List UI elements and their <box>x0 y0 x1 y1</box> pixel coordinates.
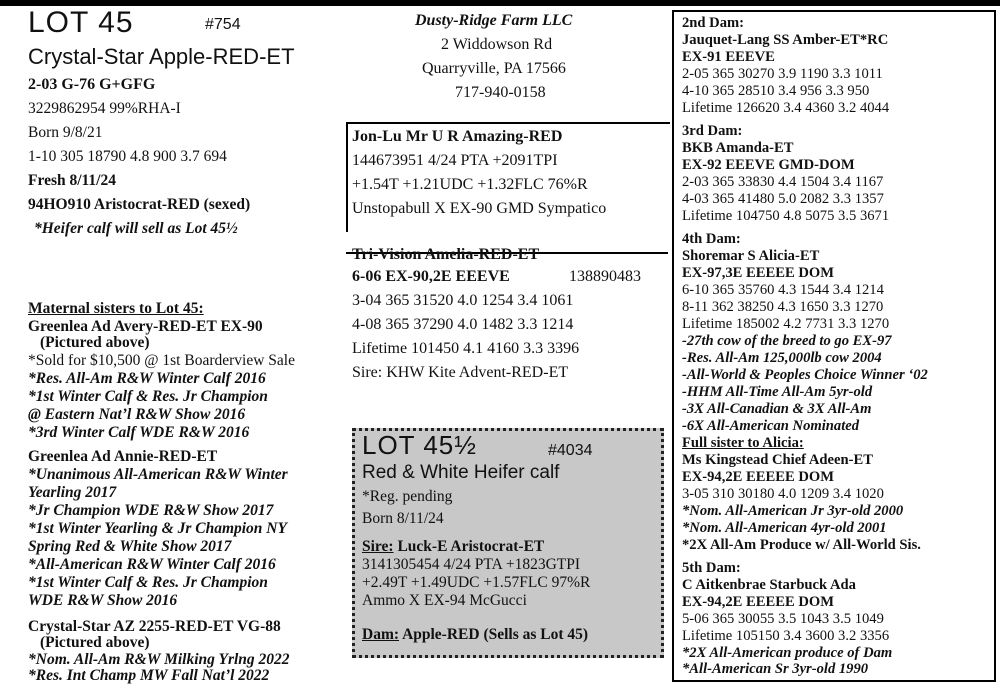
dam-registration: 138890483 <box>569 268 641 285</box>
dam-lifetime: Lifetime 101450 4.1 4160 3.3 3396 <box>352 340 580 357</box>
dam-5-score: EX-94,2E EEEEE DOM <box>682 594 835 610</box>
full-sister-name: Ms Kingstead Chief Adeen-ET <box>682 452 873 468</box>
sister-3-note: *Nom. All-Am R&W Milking Yrlng 2022 <box>28 651 290 668</box>
full-sister-note: *Nom. All-American Jr 3yr-old 2000 <box>682 503 904 519</box>
dam-3-header: 3rd Dam: <box>682 123 743 139</box>
sister-2-note: WDE R&W Show 2016 <box>28 592 178 609</box>
cow-record: 1-10 305 18790 4.8 900 3.7 694 <box>28 148 227 165</box>
dam-5-header: 5th Dam: <box>682 560 741 576</box>
sister-3-name: Crystal-Star AZ 2255-RED-ET VG-88 <box>28 618 281 635</box>
sister-2-note: Spring Red & White Show 2017 <box>28 538 232 555</box>
sister-3-note: (Pictured above) <box>40 634 150 651</box>
dam-2-name: Jauquet-Lang SS Amber-ET*RC <box>682 32 889 48</box>
dam-4-note: -27th cow of the breed to go EX-97 <box>682 333 892 349</box>
heifer-dam-row <box>362 626 588 643</box>
dam-5-note: *All-American Sr 3yr-old 1990 <box>682 661 869 677</box>
full-sister-note: *2X All-Am Produce w/ All-World Sis. <box>682 537 921 553</box>
heifer-dam-text: Apple-RED (Sells as Lot 45) <box>402 626 589 643</box>
sire-detail: +1.54T +1.21UDC +1.32FLC 76%R <box>352 176 588 193</box>
dam-3-record: 2-03 365 33830 4.4 1504 3.4 1167 <box>682 174 884 190</box>
dam-4-note: -3X All-Canadian & 3X All-Am <box>682 401 872 417</box>
sister-2-note: *1st Winter Calf & Res. Jr Champion <box>28 574 268 591</box>
cow-registration: 3229862954 99%RHA-I <box>28 100 181 117</box>
sister-2-note: Yearling 2017 <box>28 484 117 501</box>
sister-1-note: *3rd Winter Calf WDE R&W 2016 <box>28 424 250 441</box>
full-sister-note: *Nom. All-American 4yr-old 2001 <box>682 520 887 536</box>
sister-1-note: (Pictured above) <box>40 334 150 351</box>
dam-4-note: -Res. All-Am 125,000lb cow 2004 <box>682 350 882 366</box>
dam-4-score: EX-97,3E EEEEE DOM <box>682 265 835 281</box>
heifer-lot-title: LOT 45½ <box>362 430 477 460</box>
heifer-note: *Heifer calf will sell as Lot 45½ <box>34 220 238 237</box>
heifer-sire-name: Luck-E Aristocrat-ET <box>397 538 545 555</box>
maternal-sisters-header: Maternal sisters to Lot 45: <box>28 300 204 317</box>
dam-score: 6-06 EX-90,2E EEEVE <box>352 268 510 285</box>
sister-1-name: Greenlea Ad Avery-RED-ET EX-90 <box>28 318 263 335</box>
dam-3-lifetime: Lifetime 104750 4.8 5075 3.5 3671 <box>682 208 890 224</box>
sister-2-name: Greenlea Ad Annie-RED-ET <box>28 448 218 465</box>
dam-4-header: 4th Dam: <box>682 231 741 247</box>
sister-1-note: *Sold for $10,500 @ 1st Boarderview Sale <box>28 352 295 369</box>
full-sister-header: Full sister to Alicia: <box>682 435 804 451</box>
cow-fresh: Fresh 8/11/24 <box>28 172 116 189</box>
dam-2-record: 4-10 365 28510 3.4 956 3.3 950 <box>682 83 870 99</box>
dam-sire: Sire: KHW Kite Advent-RED-ET <box>352 364 569 381</box>
full-sister-score: EX-94,2E EEEEE DOM <box>682 469 835 485</box>
dam-4-note: -6X All-American Nominated <box>682 418 860 434</box>
dam-4-note: -All-World & Peoples Choice Winner ‘02 <box>682 367 928 383</box>
heifer-dam-label: Dam: <box>362 626 400 643</box>
cow-born: Born 9/8/21 <box>28 124 103 141</box>
lot-number: #754 <box>205 16 241 33</box>
dam-3-name: BKB Amanda-ET <box>682 140 794 156</box>
sister-2-note: *1st Winter Yearling & Jr Champion NY <box>28 520 287 537</box>
consignor-address: 2 Widdowson Rd <box>441 36 553 53</box>
dam-4-record: 8-11 362 38250 4.3 1650 3.3 1270 <box>682 299 884 315</box>
dam-5-record: 5-06 365 30055 3.5 1043 3.5 1049 <box>682 611 884 627</box>
cow-service-sire: 94HO910 Aristocrat-RED (sexed) <box>28 196 251 213</box>
dam-4-note: -HHM All-Time All-Am 5yr-old <box>682 384 873 400</box>
dam-4-name: Shoremar S Alicia-ET <box>682 248 820 264</box>
sister-3-note: *Res. Int Champ MW Fall Nat’l 2022 <box>28 667 270 684</box>
sire-detail: Unstopabull X EX-90 GMD Sympatico <box>352 200 607 217</box>
consignor-name: Dusty-Ridge Farm LLC <box>415 12 573 29</box>
dam-2-header: 2nd Dam: <box>682 15 745 31</box>
heifer-sire-label: Sire: <box>362 538 394 555</box>
sire-detail: 144673951 4/24 PTA +2091TPI <box>352 152 558 169</box>
top-rule <box>0 0 1000 6</box>
dam-5-lifetime: Lifetime 105150 3.4 3600 3.2 3356 <box>682 628 890 644</box>
heifer-name: Red & White Heifer calf <box>362 462 560 483</box>
heifer-registration: *Reg. pending <box>362 488 453 505</box>
dam-record: 4-08 365 37290 4.0 1482 3.3 1214 <box>352 316 574 333</box>
dam-5-name: C Aitkenbrae Starbuck Ada <box>682 577 856 593</box>
cow-score: 2-03 G-76 G+GFG <box>28 76 156 93</box>
dam-name: Tri-Vision Amelia-RED-ET <box>352 246 540 263</box>
sister-2-note: *Jr Champion WDE R&W Show 2017 <box>28 502 274 519</box>
dam-record: 3-04 365 31520 4.0 1254 3.4 1061 <box>352 292 574 309</box>
sister-2-note: *All-American R&W Winter Calf 2016 <box>28 556 276 573</box>
dam-3-record: 4-03 365 41480 5.0 2082 3.3 1357 <box>682 191 884 207</box>
sister-1-note: @ Eastern Nat’l R&W Show 2016 <box>28 406 246 423</box>
lot-title: LOT 45 <box>28 6 134 39</box>
dam-4-record: 6-10 365 35760 4.3 1544 3.4 1214 <box>682 282 884 298</box>
dam-5-note: *2X All-American produce of Dam <box>682 645 893 661</box>
full-sister-record: 3-05 310 30180 4.0 1209 3.4 1020 <box>682 486 884 502</box>
consignor-phone: 717-940-0158 <box>455 84 546 101</box>
dam-2-record: 2-05 365 30270 3.9 1190 3.3 1011 <box>682 66 883 82</box>
dam-2-score: EX-91 EEEVE <box>682 49 775 65</box>
sister-1-note: *Res. All-Am R&W Winter Calf 2016 <box>28 370 266 387</box>
heifer-sire-detail: 3141305454 4/24 PTA +1823GTPI <box>362 556 581 573</box>
heifer-sire-detail: +2.49T +1.49UDC +1.57FLC 97%R <box>362 574 591 591</box>
heifer-sire-row <box>362 538 544 555</box>
dam-4-lifetime: Lifetime 185002 4.2 7731 3.3 1270 <box>682 316 890 332</box>
dam-3-score: EX-92 EEEVE GMD-DOM <box>682 157 855 173</box>
cow-name: Crystal-Star Apple-RED-ET <box>28 44 295 69</box>
sister-2-note: *Unanimous All-American R&W Winter <box>28 466 288 483</box>
heifer-sire-detail: Ammo X EX-94 McGucci <box>362 592 527 609</box>
consignor-city: Quarryville, PA 17566 <box>422 60 566 77</box>
heifer-born: Born 8/11/24 <box>362 510 444 527</box>
dam-2-lifetime: Lifetime 126620 3.4 4360 3.2 4044 <box>682 100 890 116</box>
heifer-lot-number: #4034 <box>548 442 593 459</box>
sire-name: Jon-Lu Mr U R Amazing-RED <box>352 128 563 145</box>
sister-1-note: *1st Winter Calf & Res. Jr Champion <box>28 388 268 405</box>
